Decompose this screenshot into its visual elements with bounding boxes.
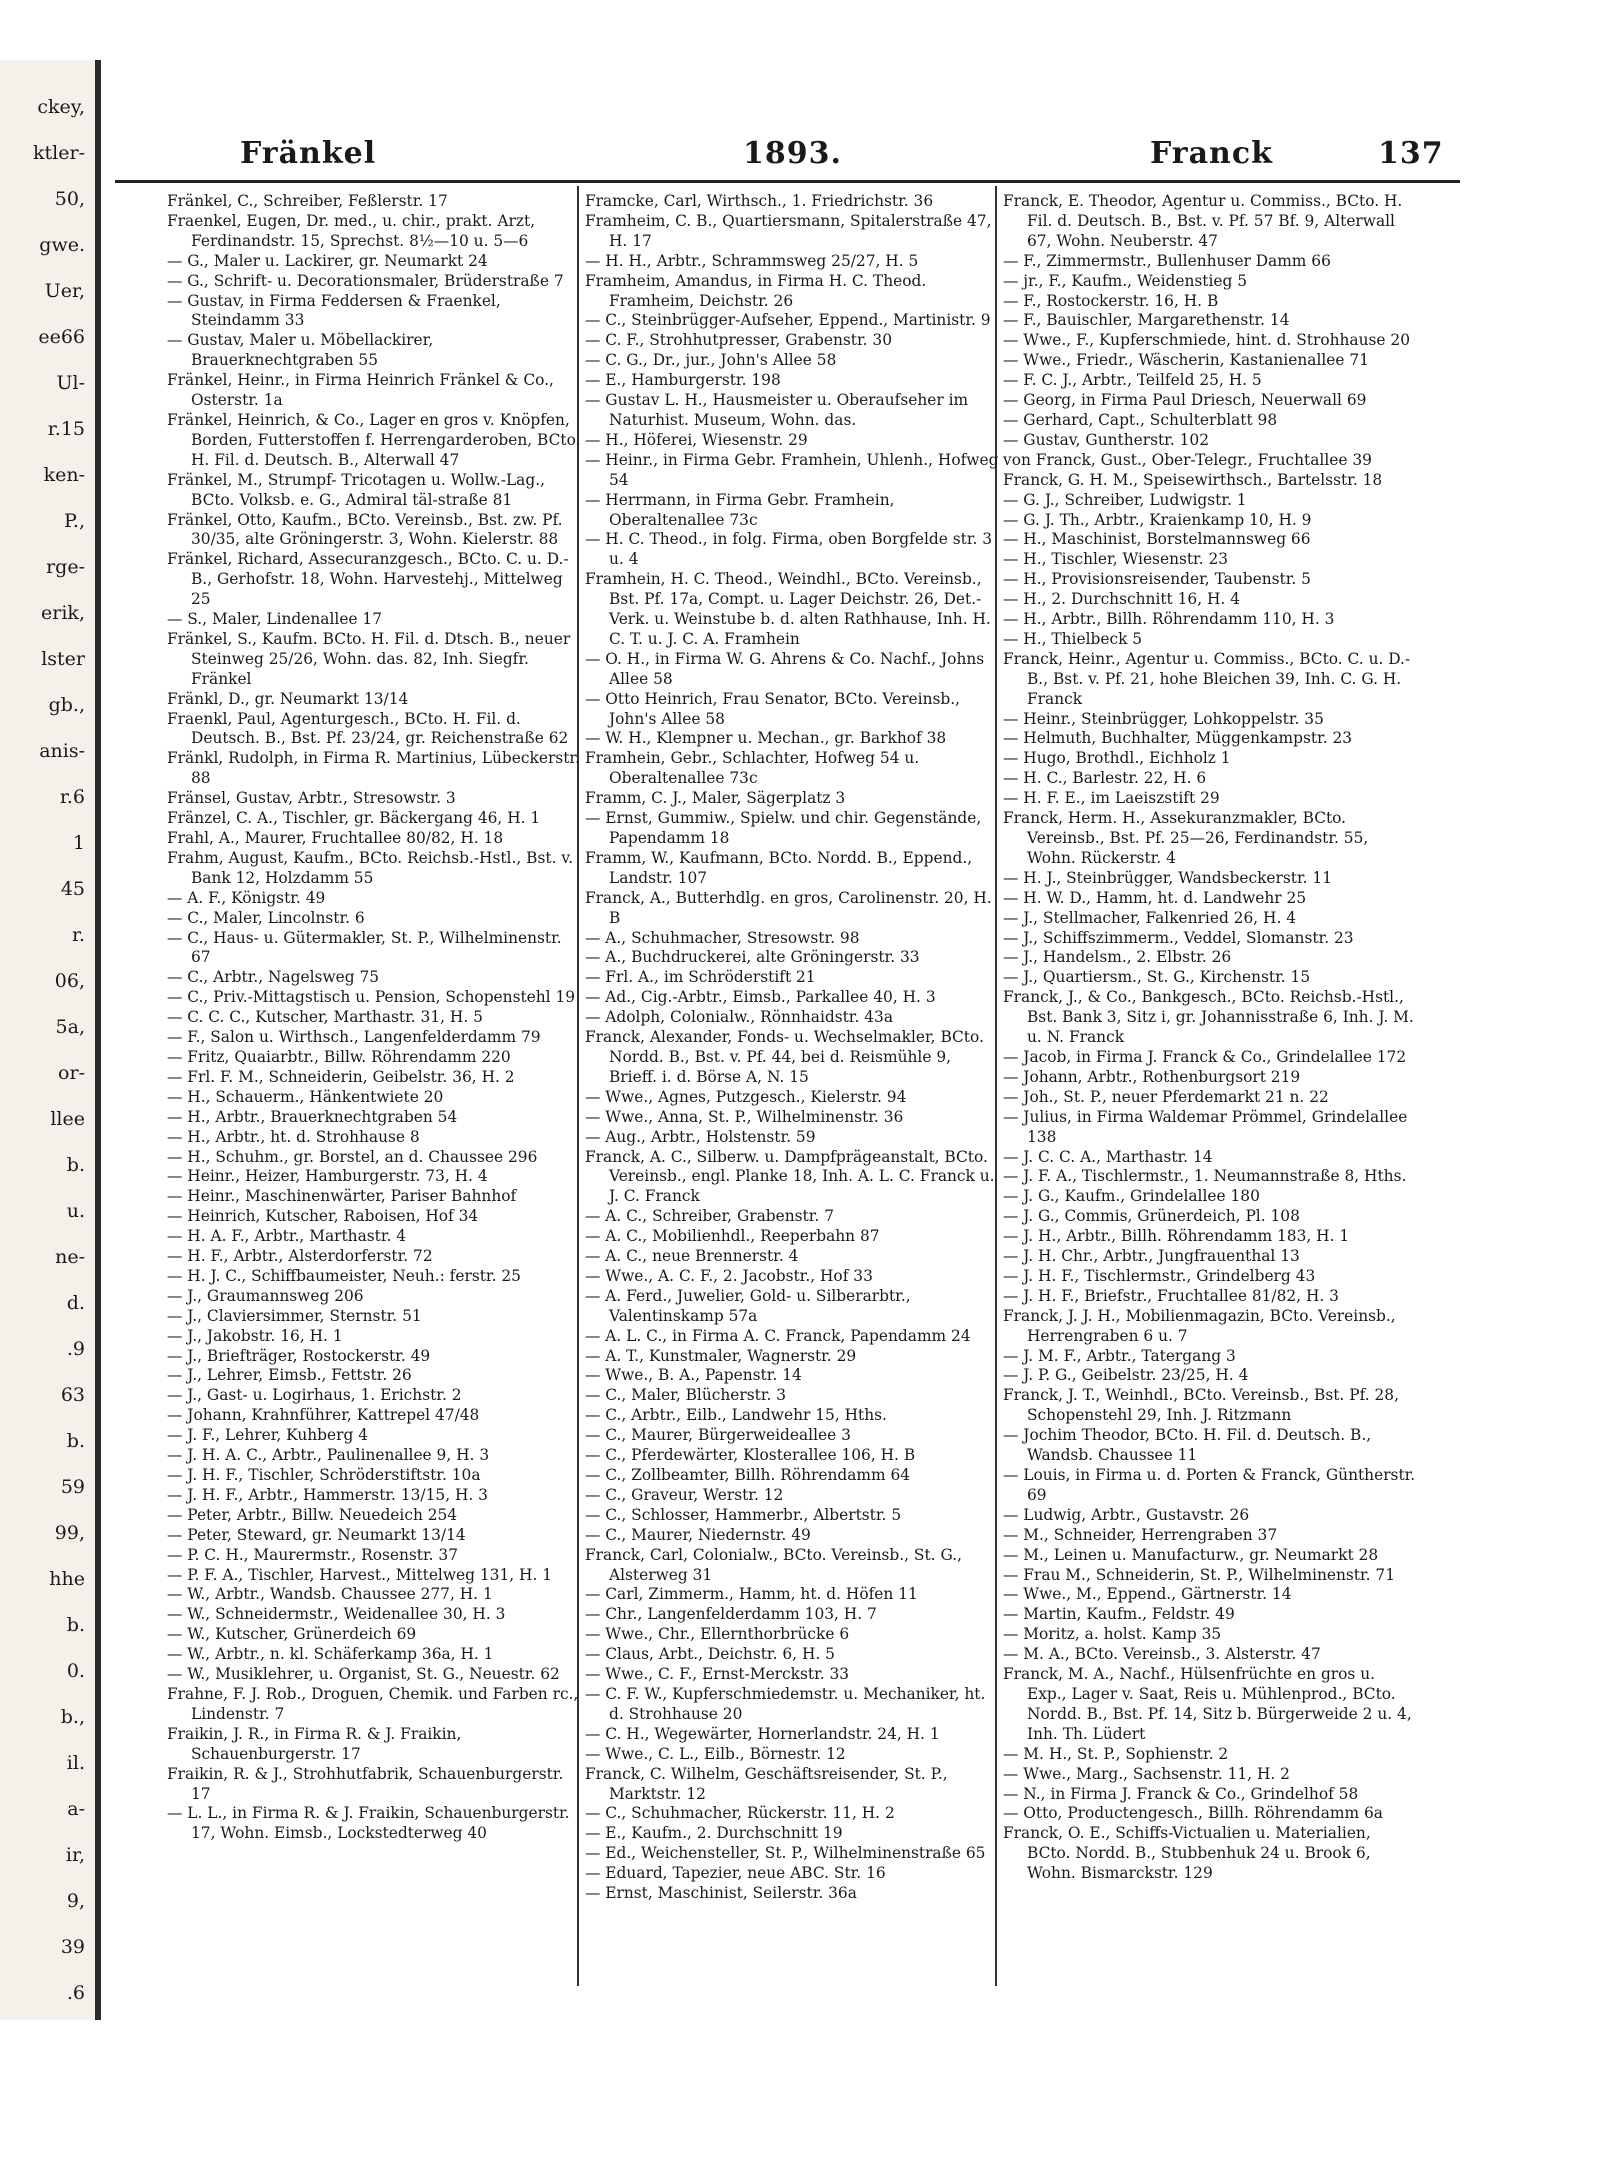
directory-entry: — C., Steinbrügger-Aufseher, Eppend., Martinistr. 9 xyxy=(585,311,991,330)
directory-entry: Fränkel, C., Schreiber, Feßlerstr. 17 xyxy=(167,192,448,210)
directory-entry: Fraikin, J. R., in Firma R. & J. Fraikin, Schauenburgerstr. 17 xyxy=(167,1724,462,1763)
directory-entry: — C., Maler, Blücherstr. 3 xyxy=(585,1386,787,1405)
directory-entry: — C., Maler, Lincolnstr. 6 xyxy=(167,908,365,927)
directory-entry: — C., Arbtr., Eilb., Landwehr 15, Hths. xyxy=(585,1406,887,1425)
directory-entry: — H., Tischler, Wiesenstr. 23 xyxy=(1003,550,1229,569)
spine-text-fragment: rge- xyxy=(46,556,85,578)
spine-text-fragment: erik, xyxy=(41,602,85,624)
spine-text-fragment: 9, xyxy=(66,1890,85,1912)
directory-entry: — W., Arbtr., Wandsb. Chaussee 277, H. 1 xyxy=(167,1585,493,1604)
directory-entry: Framhein, H. C. Theod., Weindhl., BCto. Vereinsb., Bst. Pf. 17a, Compt. u. Lager Deichstr. 26, Det.-Verk. u. Weinstube b. d. alten Rathhause, Inh. H. C. T. u. J. C. A. Framhein xyxy=(585,570,991,648)
spine-text-fragment: gwe. xyxy=(39,234,85,256)
directory-entry: — jr., F., Kaufm., Weidenstieg 5 xyxy=(1003,271,1248,290)
directory-entry: — Ad., Cig.-Arbtr., Eimsb., Parkallee 40, H. 3 xyxy=(585,988,936,1007)
directory-entry: Fränzel, C. A., Tischler, gr. Bäckergang 46, H. 1 xyxy=(167,809,541,828)
directory-entry: — Wwe., A. C. F., 2. Jacobstr., Hof 33 xyxy=(585,1266,873,1285)
directory-entry: — Georg, in Firma Paul Driesch, Neuerwall 69 xyxy=(1003,391,1367,410)
spine-text-fragment: gb., xyxy=(48,694,85,716)
directory-entry: — C., Graveur, Werstr. 12 xyxy=(585,1485,784,1504)
directory-entry: — L. L., in Firma R. & J. Fraikin, Schauenburgerstr. 17, Wohn. Eimsb., Lockstedterweg 40 xyxy=(167,1804,570,1843)
directory-entry: — Fritz, Quaiarbtr., Billw. Röhrendamm 220 xyxy=(167,1047,511,1066)
directory-entry: — G., Schrift- u. Decorationsmaler, Brüderstraße 7 xyxy=(167,271,564,290)
directory-page xyxy=(115,130,1460,2000)
directory-entry: — A. C., Schreiber, Grabenstr. 7 xyxy=(585,1207,834,1226)
directory-entry: — W., Kutscher, Grünerdeich 69 xyxy=(167,1625,417,1644)
directory-entry: Framheim, C. B., Quartiersmann, Spitalerstraße 47, H. 17 xyxy=(585,211,992,250)
directory-entry: — Hugo, Brothdl., Eichholz 1 xyxy=(1003,749,1231,768)
directory-entry: — Wwe., Chr., Ellernthorbrücke 6 xyxy=(585,1625,850,1644)
directory-entry: — J., Handelsm., 2. Elbstr. 26 xyxy=(1003,948,1232,967)
spine-text-fragment: 39 xyxy=(60,1936,85,1958)
directory-entry: Franck, O. E., Schiffs-Victualien u. Materialien, BCto. Nordd. B., Stubbenhuk 24 u. Brook 6, Wohn. Bismarckstr. 129 xyxy=(1003,1824,1371,1883)
spine-text-fragment: il. xyxy=(66,1752,85,1774)
directory-entry: — P. F. A., Tischler, Harvest., Mittelweg 131, H. 1 xyxy=(167,1565,553,1584)
spine-text-fragment: llee xyxy=(50,1108,85,1130)
directory-entry: — C. C. C., Kutscher, Marthastr. 31, H. 5 xyxy=(167,1008,483,1027)
directory-entry: — N., in Firma J. Franck & Co., Grindelhof 58 xyxy=(1003,1784,1359,1803)
directory-entry: — J. H. A. C., Arbtr., Paulinenallee 9, H. 3 xyxy=(167,1446,490,1465)
spine-text-fragment: 06, xyxy=(54,970,85,992)
header-rule xyxy=(115,180,1460,183)
spine-text-fragment: ne- xyxy=(55,1246,85,1268)
directory-entry: Fränkel, Heinrich, & Co., Lager en gros v. Knöpfen, Borden, Futterstoffen f. Herrengarderoben, BCto. H. Fil. d. Deutsch. B., Alterwall 47 xyxy=(167,410,581,469)
directory-entry: — C., Haus- u. Gütermakler, St. P., Wilhelminenstr. 67 xyxy=(167,928,562,967)
directory-entry: — J., Briefträger, Rostockerstr. 49 xyxy=(167,1346,431,1365)
directory-entry: — Heinrich, Kutscher, Raboisen, Hof 34 xyxy=(167,1207,479,1226)
directory-entry: — Wwe., M., Eppend., Gärtnerstr. 14 xyxy=(1003,1585,1292,1604)
directory-entry: Frahm, August, Kaufm., BCto. Reichsb.-Hstl., Bst. v. Bank 12, Holzdamm 55 xyxy=(167,848,574,887)
directory-entry: — F. C. J., Arbtr., Teilfeld 25, H. 5 xyxy=(1003,371,1262,390)
spine-text-fragment: hhe xyxy=(49,1568,85,1590)
directory-entry: — A. C., Mobilienhdl., Reeperbahn 87 xyxy=(585,1227,880,1246)
directory-entry: — M. H., St. P., Sophienstr. 2 xyxy=(1003,1744,1229,1763)
directory-entry: — Aug., Arbtr., Holstenstr. 59 xyxy=(585,1127,816,1146)
directory-entry: — Martin, Kaufm., Feldstr. 49 xyxy=(1003,1605,1235,1624)
spine-text-fragment: .6 xyxy=(66,1982,85,2004)
page-number: 137 xyxy=(1378,136,1444,171)
spine-text-fragment: r.6 xyxy=(59,786,85,808)
directory-entry: — O. H., in Firma W. G. Ahrens & Co. Nachf., Johns Allee 58 xyxy=(585,649,985,688)
directory-entry: Franck, Alexander, Fonds- u. Wechselmakler, BCto. Nordd. B., Bst. v. Pf. 44, bei d. Reismühle 9, Brieff. i. d. Börse A, N. 15 xyxy=(585,1028,984,1086)
directory-entry: Franck, C. Wilhelm, Geschäftsreisender, St. P., Marktstr. 12 xyxy=(585,1764,948,1803)
directory-entry: — J. H. Chr., Arbtr., Jungfrauenthal 13 xyxy=(1003,1247,1300,1266)
directory-entry: — M., Schneider, Herrengraben 37 xyxy=(1003,1525,1278,1544)
directory-entry: — H., Höferei, Wiesenstr. 29 xyxy=(585,430,808,449)
directory-entry: — J., Quartiersm., St. G., Kirchenstr. 15 xyxy=(1003,968,1311,987)
spine-text-fragment: anis- xyxy=(39,740,85,762)
directory-entry: Framheim, Amandus, in Firma H. C. Theod. Framheim, Deichstr. 26 xyxy=(585,271,927,310)
directory-entry: — H. J. C., Schiffbaumeister, Neuh.: ferstr. 25 xyxy=(167,1266,521,1285)
directory-entry: Fraenkl, Paul, Agenturgesch., BCto. H. Fil. d. Deutsch. B., Bst. Pf. 23/24, gr. Reichenstraße 62 xyxy=(167,709,569,748)
directory-entry: — M. A., BCto. Vereinsb., 3. Alsterstr. 47 xyxy=(1003,1645,1321,1664)
directory-entry: — H. F., Arbtr., Alsterdorferstr. 72 xyxy=(167,1247,433,1266)
directory-entry: — Peter, Arbtr., Billw. Neuedeich 254 xyxy=(167,1505,458,1524)
directory-entry: Fränkel, Heinr., in Firma Heinrich Fränkel & Co., Osterstr. 1a xyxy=(167,371,554,410)
directory-entry: Framcke, Carl, Wirthsch., 1. Friedrichstr. 36 xyxy=(585,192,934,210)
directory-entry: — J. G., Commis, Grünerdeich, Pl. 108 xyxy=(1003,1207,1300,1226)
directory-entry: — H. C., Barlestr. 22, H. 6 xyxy=(1003,769,1207,788)
directory-entry: — J. P. G., Geibelstr. 23/25, H. 4 xyxy=(1003,1366,1249,1385)
directory-entry: Fränkel, Otto, Kaufm., BCto. Vereinsb., Bst. zw. Pf. 30/35, alte Gröningerstr. 3, Wohn. Kielerstr. 88 xyxy=(167,510,563,549)
directory-entry: — Johann, Krahnführer, Kattrepel 47/48 xyxy=(167,1406,480,1425)
directory-entry: — Gustav, Maler u. Möbellackirer, Brauerknechtgraben 55 xyxy=(167,331,434,370)
directory-entry: — F., Zimmermstr., Bullenhuser Damm 66 xyxy=(1003,251,1331,270)
directory-entry: — H., Arbtr., Billh. Röhrendamm 110, H. 3 xyxy=(1003,610,1335,629)
directory-entry: — W., Musiklehrer, u. Organist, St. G., Neuestr. 62 xyxy=(167,1665,560,1684)
directory-entry: — J. G., Kaufm., Grindelallee 180 xyxy=(1003,1187,1260,1206)
directory-entry: — J., Gast- u. Logirhaus, 1. Erichstr. 2 xyxy=(167,1386,462,1405)
spine-text-fragment: a- xyxy=(67,1798,85,1820)
column-3 xyxy=(1003,192,1418,1992)
directory-entry: Fränkl, D., gr. Neumarkt 13/14 xyxy=(167,689,409,708)
spine-text-fragment: ktler- xyxy=(33,142,85,164)
directory-entry: — Herrmann, in Firma Gebr. Framhein, Oberaltenallee 73c xyxy=(585,490,895,529)
directory-entry: — C. F. W., Kupferschmiedemstr. u. Mechaniker, ht. d. Strohhause 20 xyxy=(585,1684,986,1723)
spine-text-fragment: 45 xyxy=(60,878,85,900)
column-2 xyxy=(585,192,1000,1992)
directory-entry: — E., Hamburgerstr. 198 xyxy=(585,371,781,390)
directory-entry: — Adolph, Colonialw., Rönnhaidstr. 43a xyxy=(585,1008,894,1027)
spine-text-fragment: ee66 xyxy=(38,326,85,348)
directory-entry: — F., Rostockerstr. 16, H. B xyxy=(1003,291,1219,310)
directory-entry: — A. Ferd., Juwelier, Gold- u. Silberarbtr., Valentinskamp 57a xyxy=(585,1286,911,1325)
directory-entry: — H., Arbtr., ht. d. Strohhause 8 xyxy=(167,1127,420,1146)
directory-entry: — Wwe., Agnes, Putzgesch., Kielerstr. 94 xyxy=(585,1087,907,1106)
spine-text-fragment: .9 xyxy=(66,1338,85,1360)
directory-entry: — Claus, Arbt., Deichstr. 6, H. 5 xyxy=(585,1645,835,1664)
spine-text-fragment: b. xyxy=(66,1154,85,1176)
directory-entry: — Ed., Weichensteller, St. P., Wilhelminenstraße 65 xyxy=(585,1844,986,1863)
directory-entry: — Otto Heinrich, Frau Senator, BCto. Vereinsb., John's Allee 58 xyxy=(585,689,961,728)
directory-entry: — C., Schlosser, Hammerbr., Albertstr. 5 xyxy=(585,1505,902,1524)
directory-entry: Frahl, A., Maurer, Fruchtallee 80/82, H. 18 xyxy=(167,829,504,847)
directory-entry: — Ernst, Gummiw., Spielw. und chir. Gegenstände, Papendamm 18 xyxy=(585,809,982,847)
directory-entry: — W., Arbtr., n. kl. Schäferkamp 36a, H. 1 xyxy=(167,1645,494,1664)
spine-text-fragment: 5a, xyxy=(55,1016,85,1038)
directory-entry: — H., Provisionsreisender, Taubenstr. 5 xyxy=(1003,570,1311,589)
spine-text-fragment: u. xyxy=(66,1200,85,1222)
directory-entry: Franck, Herm. H., Assekuranzmakler, BCto. Vereinsb., Bst. Pf. 25—26, Ferdinandstr. 55, Wohn. Rückerstr. 4 xyxy=(1003,809,1369,867)
spine-text-fragment: r.15 xyxy=(47,418,85,440)
directory-entry: — Gustav, in Firma Feddersen & Fraenkel, Steindamm 33 xyxy=(167,291,501,330)
directory-entry: Framm, C. J., Maler, Sägerplatz 3 xyxy=(585,789,846,808)
spine-text-fragment: Ul- xyxy=(56,372,85,394)
spine-text-fragment: b. xyxy=(66,1614,85,1636)
directory-entry: Framhein, Gebr., Schlachter, Hofweg 54 u. Oberaltenallee 73c xyxy=(585,749,920,788)
directory-entry: — J., Jakobstr. 16, H. 1 xyxy=(167,1326,343,1345)
previous-page-spine xyxy=(0,60,101,2020)
directory-entry: Framm, W., Kaufmann, BCto. Nordd. B., Eppend., Landstr. 107 xyxy=(585,848,973,887)
directory-entry: — Frl. A., im Schröderstift 21 xyxy=(585,968,816,987)
directory-entry: — C., Maurer, Niedernstr. 49 xyxy=(585,1525,811,1544)
directory-entry: — Frau M., Schneiderin, St. P., Wilhelminenstr. 71 xyxy=(1003,1565,1396,1584)
directory-entry: — Wwe., C. L., Eilb., Börnestr. 12 xyxy=(585,1744,846,1763)
spine-text-fragment: P., xyxy=(63,510,85,532)
directory-entry: — J. C. C. A., Marthastr. 14 xyxy=(1003,1147,1213,1166)
spine-text-fragment: 59 xyxy=(60,1476,85,1498)
directory-entry: Fränkel, S., Kaufm. BCto. H. Fil. d. Dtsch. B., neuer Steinweg 25/26, Wohn. das. 82, Inh. Siegfr. Fränkel xyxy=(167,629,571,688)
directory-entry: — Gustav, Guntherstr. 102 xyxy=(1003,430,1209,449)
directory-entry: — Heinr., Steinbrügger, Lohkoppelstr. 35 xyxy=(1003,709,1324,728)
directory-entry: Fraenkel, Eugen, Dr. med., u. chir., prakt. Arzt, Ferdinandstr. 15, Sprechst. 8½—10 u. 5—6 xyxy=(167,211,536,250)
directory-entry: — H., Arbtr., Brauerknechtgraben 54 xyxy=(167,1107,458,1126)
directory-entry: — J. H. F., Tischlermstr., Grindelberg 43 xyxy=(1003,1266,1316,1285)
directory-entry: — Peter, Steward, gr. Neumarkt 13/14 xyxy=(167,1525,466,1544)
directory-entry: Frahne, F. J. Rob., Droguen, Chemik. und Farben rc., Lindenstr. 7 xyxy=(167,1684,579,1723)
spine-text-fragment: 63 xyxy=(60,1384,85,1406)
header-left: Fränkel xyxy=(240,136,377,171)
directory-entry: — Chr., Langenfelderdamm 103, H. 7 xyxy=(585,1605,877,1624)
directory-entry: — C., Schuhmacher, Rückerstr. 11, H. 2 xyxy=(585,1804,895,1823)
directory-entry: — H., Maschinist, Borstelmannsweg 66 xyxy=(1003,530,1311,549)
directory-entry: — C., Zollbeamter, Billh. Röhrendamm 64 xyxy=(585,1466,911,1484)
column-1 xyxy=(167,192,582,1992)
directory-entry: Franck, J. T., Weinhdl., BCto. Vereinsb., Bst. Pf. 28, Schopenstehl 29, Inh. J. Ritzmann xyxy=(1003,1386,1399,1425)
directory-entry: Fraikin, R. & J., Strohhutfabrik, Schauenburgerstr. 17 xyxy=(167,1764,564,1803)
directory-entry: — Louis, in Firma u. d. Porten & Franck, Güntherstr. 69 xyxy=(1003,1466,1416,1504)
directory-entry: Franck, G. H. M., Speisewirthsch., Bartelsstr. 18 xyxy=(1003,470,1383,489)
spine-text-fragment: 0. xyxy=(66,1660,85,1682)
directory-entry: Fränkel, M., Strumpf- Tricotagen u. Wollw.-Lag., BCto. Volksb. e. G., Admiral täl-straße 81 xyxy=(167,470,545,509)
directory-entry: — C., Maurer, Bürgerweideallee 3 xyxy=(585,1426,851,1445)
directory-entry: — H. F. E., im Laeiszstift 29 xyxy=(1003,789,1220,808)
directory-entry: — Heinr., Maschinenwärter, Pariser Bahnhof xyxy=(167,1187,517,1206)
directory-entry: Franck, Heinr., Agentur u. Commiss., BCto. C. u. D.-B., Bst. v. Pf. 21, hohe Bleichen 39, Inh. C. G. H. Franck xyxy=(1003,649,1411,708)
directory-entry: — P. C. H., Maurermstr., Rosenstr. 37 xyxy=(167,1545,458,1564)
directory-entry: Fränkl, Rudolph, in Firma R. Martinius, Lübeckerstr. 88 xyxy=(167,749,580,788)
directory-entry: — Carl, Zimmerm., Hamm, ht. d. Höfen 11 xyxy=(585,1585,918,1604)
directory-entry: von Franck, Gust., Ober-Telegr., Fruchtallee 39 xyxy=(1003,450,1372,469)
directory-entry: Franck, A. C., Silberw. u. Dampfprägeanstalt, BCto. Vereinsb., engl. Planke 18, Inh. A. L. C. Franck u. J. C. Franck xyxy=(585,1147,995,1206)
spine-text-fragment: 99, xyxy=(54,1522,85,1544)
directory-entry: — A., Buchdruckerei, alte Gröningerstr. 33 xyxy=(585,948,920,967)
directory-entry: — H. H., Arbtr., Schrammsweg 25/27, H. 5 xyxy=(585,251,919,270)
directory-entry: — H., 2. Durchschnitt 16, H. 4 xyxy=(1003,590,1240,609)
directory-entry: — C. G., Dr., jur., John's Allee 58 xyxy=(585,351,837,370)
directory-entry: — S., Maler, Lindenallee 17 xyxy=(167,610,383,629)
spine-text-fragment: lster xyxy=(41,648,85,670)
directory-entry: — Wwe., C. F., Ernst-Merckstr. 33 xyxy=(585,1665,850,1684)
directory-entry: Franck, J., & Co., Bankgesch., BCto. Reichsb.-Hstl., Bst. Bank 3, Sitz i, gr. Johannisstraße 6, Inh. J. M. u. N. Franck xyxy=(1003,988,1414,1047)
directory-entry: — G., Maler u. Lackirer, gr. Neumarkt 24 xyxy=(167,251,488,270)
directory-entry: — Eduard, Tapezier, neue ABC. Str. 16 xyxy=(585,1864,886,1883)
directory-entry: — Heinr., Heizer, Hamburgerstr. 73, H. 4 xyxy=(167,1167,488,1186)
directory-entry: — J. H. F., Arbtr., Hammerstr. 13/15, H. 3 xyxy=(167,1485,488,1504)
directory-entry: — J. H. F., Briefstr., Fruchtallee 81/82, H. 3 xyxy=(1003,1286,1339,1305)
directory-entry: — E., Kaufm., 2. Durchschnitt 19 xyxy=(585,1824,843,1843)
directory-entry: — Wwe., Friedr., Wäscherin, Kastanienallee 71 xyxy=(1003,351,1369,370)
directory-entry: — H. A. F., Arbtr., Marthastr. 4 xyxy=(167,1227,407,1246)
directory-entry: — J., Lehrer, Eimsb., Fettstr. 26 xyxy=(167,1366,412,1385)
directory-entry: — A. F., Königstr. 49 xyxy=(167,888,326,907)
directory-entry: — J. F. A., Tischlermstr., 1. Neumannstraße 8, Hths. xyxy=(1003,1167,1407,1186)
directory-entry: — H. J., Steinbrügger, Wandsbeckerstr. 11 xyxy=(1003,868,1333,887)
directory-entry: — H. C. Theod., in folg. Firma, oben Borgfelde str. 3 u. 4 xyxy=(585,530,993,569)
directory-entry: — Julius, in Firma Waldemar Prömmel, Grindelallee 138 xyxy=(1003,1107,1408,1146)
directory-entry: — Jacob, in Firma J. Franck & Co., Grindelallee 172 xyxy=(1003,1047,1407,1066)
running-header xyxy=(115,130,1460,180)
spine-text-fragment: d. xyxy=(66,1292,85,1314)
spine-text-fragment: Uer, xyxy=(44,280,85,302)
directory-entry: — C., Priv.-Mittagstisch u. Pension, Schopenstehl 19 xyxy=(167,988,576,1007)
directory-entry: — Heinr., in Firma Gebr. Framhein, Uhlenh., Hofweg 54 xyxy=(585,450,999,489)
spine-text-fragment: or- xyxy=(58,1062,85,1084)
directory-entry: — Wwe., F., Kupferschmiede, hint. d. Strohhause 20 xyxy=(1003,331,1411,350)
directory-entry: — A. C., neue Brennerstr. 4 xyxy=(585,1247,799,1266)
directory-entry: — J. F., Lehrer, Kuhberg 4 xyxy=(167,1426,368,1445)
directory-entry: — C. F., Strohhutpresser, Grabenstr. 30 xyxy=(585,331,893,350)
directory-entry: — Joh., St. P., neuer Pferdemarkt 21 n. 22 xyxy=(1003,1087,1329,1106)
directory-entry: — Ludwig, Arbtr., Gustavstr. 26 xyxy=(1003,1505,1250,1524)
directory-entry: — Frl. F. M., Schneiderin, Geibelstr. 36, H. 2 xyxy=(167,1067,515,1086)
header-right: Franck xyxy=(1150,136,1273,171)
directory-entry: — J., Graumannsweg 206 xyxy=(167,1286,364,1305)
directory-entry: Franck, A., Butterhdlg. en gros, Carolinenstr. 20, H. B xyxy=(585,888,992,927)
spine-text-fragment: ken- xyxy=(43,464,85,486)
directory-entry: Fränsel, Gustav, Arbtr., Stresowstr. 3 xyxy=(167,789,456,808)
directory-entry: — Otto, Productengesch., Billh. Röhrendamm 6a xyxy=(1003,1804,1383,1823)
directory-entry: — W., Schneidermstr., Weidenallee 30, H. 3 xyxy=(167,1605,506,1624)
directory-entry: Franck, J. J. H., Mobilienmagazin, BCto. Vereinsb., Herrengraben 6 u. 7 xyxy=(1003,1306,1396,1345)
directory-entry: — A., Schuhmacher, Stresowstr. 98 xyxy=(585,928,860,947)
directory-entry: — M., Leinen u. Manufacturw., gr. Neumarkt 28 xyxy=(1003,1545,1379,1564)
directory-entry: Franck, M. A., Nachf., Hülsenfrüchte en gros u. Exp., Lager v. Saat, Reis u. Mühlenprod., BCto. Nordd. B., Bst. Pf. 14, Sitz b. Bürgerweide 2 u. 4, Inh. Th. Lüdert xyxy=(1003,1665,1412,1743)
directory-entry: — W. H., Klempner u. Mechan., gr. Barkhof 38 xyxy=(585,729,947,748)
spine-text-fragment: 1 xyxy=(72,832,85,854)
directory-entry: — J. H. F., Tischler, Schröderstiftstr. 10a xyxy=(167,1466,481,1484)
directory-entry: — C., Arbtr., Nagelsweg 75 xyxy=(167,968,380,987)
directory-entry: — J., Stellmacher, Falkenried 26, H. 4 xyxy=(1003,908,1297,927)
spine-text-fragment: ir, xyxy=(65,1844,85,1866)
spine-text-fragment: r. xyxy=(71,924,85,946)
header-year: 1893. xyxy=(743,136,842,171)
spine-text-fragment: 50, xyxy=(54,188,85,210)
directory-entry: — C., Pferdewärter, Klosterallee 106, H. B xyxy=(585,1446,916,1465)
directory-entry: — Moritz, a. holst. Kamp 35 xyxy=(1003,1625,1222,1644)
directory-entry: — Helmuth, Buchhalter, Müggenkampstr. 23 xyxy=(1003,729,1353,748)
directory-entry: — H., Thielbeck 5 xyxy=(1003,629,1143,648)
spine-text-fragment: ckey, xyxy=(37,96,85,118)
directory-entry: — J. M. F., Arbtr., Tatergang 3 xyxy=(1003,1346,1236,1365)
directory-entry: — J. H., Arbtr., Billh. Röhrendamm 183, H. 1 xyxy=(1003,1227,1350,1246)
directory-entry: — Wwe., Anna, St. P., Wilhelminenstr. 36 xyxy=(585,1107,904,1126)
directory-entry: Franck, E. Theodor, Agentur u. Commiss., BCto. H. Fil. d. Deutsch. B., Bst. v. Pf. 57 Bf. 9, Alterwall 67, Wohn. Neuberstr. 47 xyxy=(1003,192,1403,250)
directory-entry: — J., Schiffszimmerm., Veddel, Slomanstr. 23 xyxy=(1003,928,1354,947)
directory-entry: Fränkel, Richard, Assecuranzgesch., BCto. C. u. D.-B., Gerhofstr. 18, Wohn. Harvestehj., Mittelweg 25 xyxy=(167,550,569,609)
spine-text-fragment: b., xyxy=(60,1706,85,1728)
directory-entry: — A. T., Kunstmaler, Wagnerstr. 29 xyxy=(585,1346,857,1365)
directory-entry: — Wwe., B. A., Papenstr. 14 xyxy=(585,1366,802,1385)
spine-text-fragment: b. xyxy=(66,1430,85,1452)
directory-entry: — J., Claviersimmer, Sternstr. 51 xyxy=(167,1306,422,1325)
directory-entry: — F., Salon u. Wirthsch., Langenfelderdamm 79 xyxy=(167,1028,541,1047)
directory-entry: — Ernst, Maschinist, Seilerstr. 36a xyxy=(585,1884,857,1903)
directory-entry: — G. J., Schreiber, Ludwigstr. 1 xyxy=(1003,490,1247,509)
directory-entry: — Wwe., Marg., Sachsenstr. 11, H. 2 xyxy=(1003,1764,1290,1783)
directory-entry: — H., Schauerm., Hänkentwiete 20 xyxy=(167,1087,444,1106)
directory-entry: — A. L. C., in Firma A. C. Franck, Papendamm 24 xyxy=(585,1326,971,1345)
directory-entry: Franck, Carl, Colonialw., BCto. Vereinsb., St. G., Alsterweg 31 xyxy=(585,1545,962,1584)
directory-entry: — Johann, Arbtr., Rothenburgsort 219 xyxy=(1003,1067,1301,1086)
directory-entry: — Jochim Theodor, BCto. H. Fil. d. Deutsch. B., Wandsb. Chaussee 11 xyxy=(1003,1426,1372,1465)
directory-entry: — G. J. Th., Arbtr., Kraienkamp 10, H. 9 xyxy=(1003,510,1312,529)
directory-entry: — F., Bauischler, Margarethenstr. 14 xyxy=(1003,311,1290,330)
directory-entry: — C. H., Wegewärter, Hornerlandstr. 24, H. 1 xyxy=(585,1724,940,1743)
directory-entry: — H., Schuhm., gr. Borstel, an d. Chaussee 296 xyxy=(167,1147,538,1166)
directory-entry: — Gerhard, Capt., Schulterblatt 98 xyxy=(1003,410,1278,429)
directory-entry: — Gustav L. H., Hausmeister u. Oberaufseher im Naturhist. Museum, Wohn. das. xyxy=(585,391,969,429)
directory-entry: — H. W. D., Hamm, ht. d. Landwehr 25 xyxy=(1003,888,1307,907)
